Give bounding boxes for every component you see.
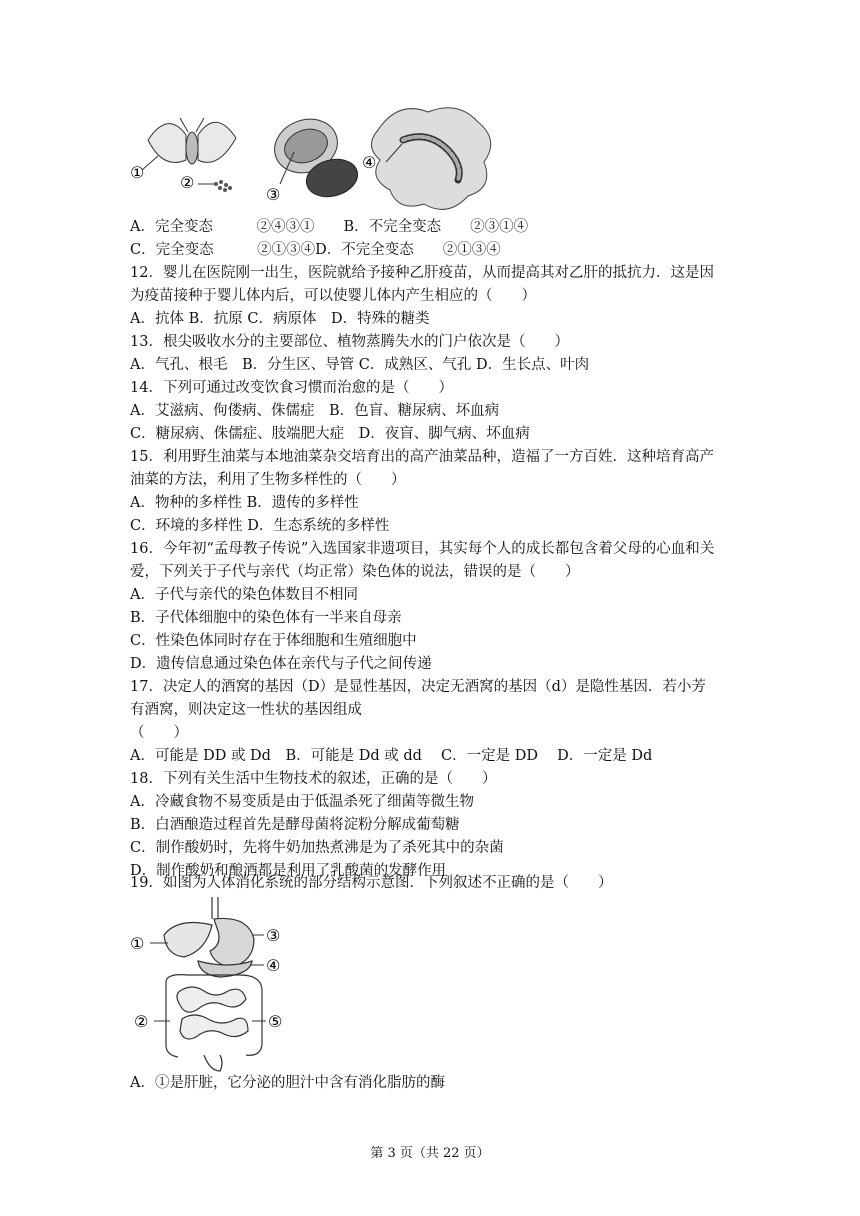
text-line: C．环境的多样性 D．生态系统的多样性 (130, 518, 390, 534)
eggs-illustration (198, 180, 232, 192)
text-line: C．制作酸奶时，先将牛奶加热煮沸是为了杀死其中的杂菌 (130, 840, 504, 856)
text-line: A．冷藏食物不易变质是由于低温杀死了细菌等微生物 (130, 794, 474, 810)
digest-label-3: ③ (266, 926, 281, 945)
text-line-after-figure: A．①是肝脏，它分泌的胆汁中含有消化脂肪的酶 (130, 1075, 445, 1091)
digestive-organs-illustration (164, 897, 262, 1071)
digest-label-4: ④ (266, 956, 281, 975)
digest-label-1: ① (130, 934, 145, 953)
text-line: 14．下列可通过改变饮食习惯而治愈的是（ ） (130, 380, 453, 396)
text-line: C．性染色体同时存在于体细胞和生殖细胞中 (130, 633, 417, 649)
text-line: D．制作酸奶和酿酒都是利用了乳酸菌的发酵作用 (130, 863, 447, 879)
text-line: A．可能是 DD 或 Dd B．可能是 Dd 或 dd C．一定是 DD D．一定是 Dd (130, 748, 653, 764)
larva-on-leaf-illustration (371, 108, 490, 210)
label-2: ② (180, 173, 195, 192)
text-line: C．糖尿病、侏儒症、肢端肥大症 D．夜盲、脚气病、坏血病 (130, 426, 530, 442)
text-line: 爱，下列关于子代与亲代（均正常）染色体的说法，错误的是（ ） (130, 564, 580, 580)
text-line: 13．根尖吸收水分的主要部位、植物蒸腾失水的门户依次是（ ） (130, 334, 569, 350)
text-line: A．物种的多样性 B．遗传的多样性 (130, 495, 359, 511)
label-1: ① (130, 163, 145, 182)
text-line: 19．如图为人体消化系统的部分结构示意图．下列叙述不正确的是（ ） (130, 875, 613, 891)
text-line: 18．下列有关生活中生物技术的叙述，正确的是（ ） (130, 771, 497, 787)
text-line: A．气孔、根毛 B．分生区、导管 C．成熟区、气孔 D．生长点、叶肉 (130, 357, 590, 373)
text-line: 15．利用野生油菜与本地油菜杂交培育出的高产油菜品种，造福了一方百姓．这种培育高产 (130, 449, 714, 465)
text-line: 12．婴儿在医院刚一出生，医院就给予接种乙肝疫苗，从而提高其对乙肝的抵抗力．这是因 (130, 265, 714, 281)
text-line: 16．今年初“孟母教子传说”入选国家非遗项目，其实每个人的成长都包含着父母的心血和关 (130, 541, 715, 557)
moth-illustration (142, 118, 236, 170)
label-3: ③ (266, 185, 281, 204)
text-line: A．完全变态 ②④③① B．不完全变态 ②③①④ (130, 219, 529, 235)
text-line: A．抗体 B．抗原 C．病原体 D．特殊的糖类 (130, 311, 430, 327)
text-line: （ ） (130, 725, 188, 741)
silkworm-life-cycle-figure (128, 100, 498, 218)
text-line: 油菜的方法，利用了生物多样性的（ ） (130, 472, 406, 488)
text-line: 为疫苗接种于婴儿体内后，可以使婴儿体内产生相应的（ ） (130, 288, 536, 304)
digest-label-2: ② (134, 1012, 149, 1031)
digest-label-5: ⑤ (268, 1012, 283, 1031)
text-line: 有酒窝，则决定这一性状的基因组成 (130, 702, 362, 718)
text-line: B．子代体细胞中的染色体有一半来自母亲 (130, 610, 402, 626)
text-line: A．艾滋病、佝偻病、侏儒症 B．色盲、糖尿病、坏血病 (130, 403, 500, 419)
text-line: D．遗传信息通过染色体在亲代与子代之间传递 (130, 656, 432, 672)
cocoon-illustration (267, 111, 362, 202)
text-line: C．完全变态 ②①③④D．不完全变态 ②①③④ (130, 242, 501, 258)
text-line: A．子代与亲代的染色体数目不相同 (130, 587, 358, 603)
text-line: B．白酒酿造过程首先是酵母菌将淀粉分解成葡萄糖 (130, 817, 460, 833)
label-4: ④ (362, 153, 377, 172)
text-line: 17．决定人的酒窝的基因（D）是显性基因，决定无酒窝的基因（d）是隐性基因．若小芳 (130, 679, 706, 695)
digestive-system-figure (128, 895, 288, 1075)
page-footer: 第 3 页（共 22 页） (370, 1146, 490, 1161)
